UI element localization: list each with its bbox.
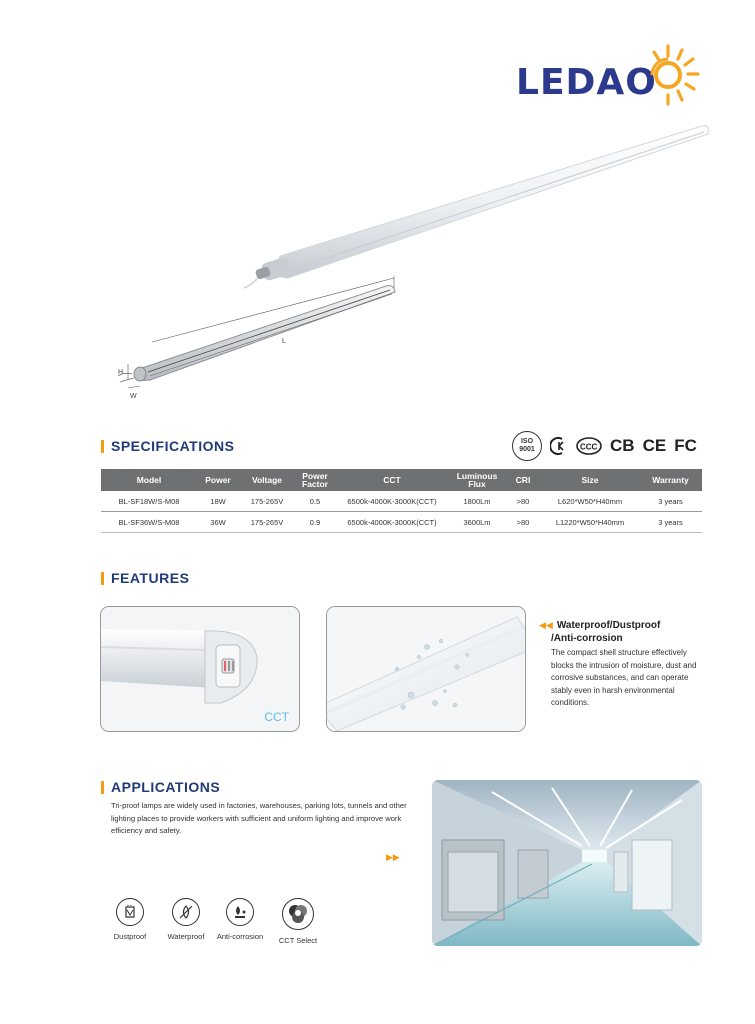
cell-cri: >80	[505, 491, 541, 512]
double-arrow-right-icon: ▶▶	[386, 852, 400, 862]
features-heading	[101, 570, 189, 586]
factory-application-photo	[432, 780, 702, 946]
iso-label: ISO 9001	[519, 438, 535, 453]
header-luminous-flux: Luminous Flux	[449, 469, 505, 491]
applications-heading	[101, 779, 220, 795]
dimension-length-label: L	[282, 338, 286, 345]
specifications-heading	[101, 438, 234, 454]
product-image	[110, 118, 720, 408]
applications-title: APPLICATIONS	[111, 779, 221, 795]
icon-item-dustproof	[110, 898, 150, 941]
certification-logos	[512, 430, 697, 462]
icon-label-cct-select: CCT Select	[278, 936, 318, 945]
cell-warranty: 3 years	[639, 512, 702, 533]
dimension-width-label: W	[130, 393, 137, 400]
cell-luminous-flux: 3600Lm	[449, 512, 505, 533]
cell-size: L620*W50*H40mm	[541, 491, 639, 512]
cct-label: CCT	[264, 710, 289, 724]
icon-label-waterproof: Waterproof	[167, 932, 205, 941]
brand-name: LEDAO	[516, 62, 657, 103]
anti-corrosion-icon	[226, 898, 254, 926]
header-cct: CCT	[335, 469, 449, 491]
sun-icon	[638, 42, 708, 106]
waterproof-tube-image	[327, 607, 525, 731]
heading-accent-bar	[101, 781, 104, 794]
feature-heading-line1: Waterproof/Dustproof	[556, 620, 661, 631]
fcc-mark: FC	[674, 436, 697, 455]
ce-mark: CE	[642, 436, 667, 455]
dustproof-icon	[116, 898, 144, 926]
cell-power: 18W	[197, 491, 239, 512]
table-row	[101, 491, 702, 512]
feature-card-waterproof	[326, 606, 526, 732]
large-tube-lamp	[244, 126, 708, 288]
feature-card-cct	[100, 606, 300, 732]
heading-accent-bar	[101, 572, 104, 585]
header-cri: CRI	[505, 469, 541, 491]
applications-description: Tri-proof lamps are widely used in factories, warehouses, parking lots, tunnels and other lighting places to provide workers with sufficient and uniform lighting and improve work efficiency and safety.	[111, 801, 407, 835]
iso9001-icon	[512, 431, 542, 461]
icon-label-anti-corrosion: Anti-corrosion	[216, 932, 264, 941]
icon-label-dustproof: Dustproof	[113, 932, 147, 941]
feature-heading-line2: /Anti-corrosion	[551, 633, 623, 644]
header-model: Model	[101, 469, 197, 491]
cell-power: 36W	[197, 512, 239, 533]
table-row	[101, 512, 702, 533]
features-title: FEATURES	[111, 570, 190, 586]
cell-voltage: 175-265V	[239, 512, 295, 533]
header-warranty: Warranty	[639, 469, 702, 491]
heading-accent-bar	[101, 440, 104, 453]
cell-power-factor: 0.9	[295, 512, 335, 533]
header-power: Power	[197, 469, 239, 491]
small-tube-lamp	[118, 276, 395, 400]
cct-select-icon	[282, 898, 314, 930]
brand-logo	[516, 42, 706, 112]
feature-description: The compact shell structure effectively blocks the intrusion of moisture, dust and corrosive substances, and can operate stably even in harsh environmental conditions.	[551, 648, 697, 707]
waterproof-icon	[172, 898, 200, 926]
cell-model: BL-SF36W/S-M08	[101, 512, 197, 533]
kc-mark-icon	[550, 436, 568, 456]
svg-text:CCC: CCC	[580, 442, 598, 452]
ccc-mark-icon	[576, 437, 602, 455]
cell-luminous-flux: 1800Lm	[449, 491, 505, 512]
icon-item-anti-corrosion	[212, 898, 268, 941]
dimension-height-label: H	[118, 369, 124, 376]
header-size: Size	[541, 469, 639, 491]
cell-voltage: 175-265V	[239, 491, 295, 512]
double-arrow-left-icon: ◀◀	[539, 620, 553, 630]
cell-warranty: 3 years	[639, 491, 702, 512]
table-header-row	[101, 469, 702, 491]
feature-heading	[539, 619, 660, 645]
cell-cct: 6500k-4000K-3000K(CCT)	[335, 491, 449, 512]
icon-item-cct-select	[274, 898, 322, 945]
cb-mark: CB	[610, 436, 635, 455]
specifications-table	[101, 469, 702, 533]
icon-item-waterproof	[164, 898, 208, 941]
cell-cri: >80	[505, 512, 541, 533]
cell-model: BL-SF18W/S-M08	[101, 491, 197, 512]
cell-cct: 6500k-4000K-3000K(CCT)	[335, 512, 449, 533]
header-power-factor: Power Factor	[295, 469, 335, 491]
cell-size: L1220*W50*H40mm	[541, 512, 639, 533]
specifications-title: SPECIFICATIONS	[111, 438, 235, 454]
header-voltage: Voltage	[239, 469, 295, 491]
cell-power-factor: 0.5	[295, 491, 335, 512]
